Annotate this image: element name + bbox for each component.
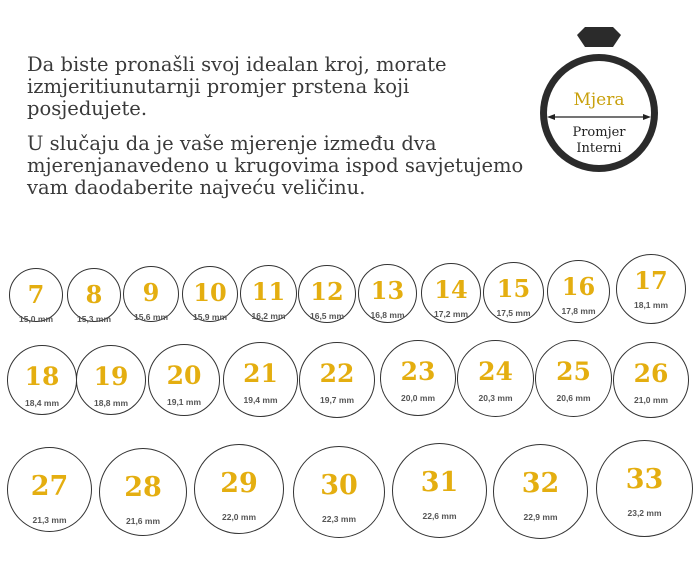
ring-size-number: 8 [85, 280, 103, 309]
ring-diameter-label: 18,1 mm [633, 300, 669, 310]
ring-diameter-label: 18,8 mm [93, 398, 129, 408]
ring-size-30 [293, 446, 385, 538]
ring-size-number: 9 [142, 278, 160, 307]
ring-size-number: 19 [93, 362, 129, 391]
ring-size-number: 14 [434, 275, 468, 304]
intro-paragraph-2: U slučaju da je vaše mjerenje između dva mjerenjanavedeno u krugovima ispod savjetujemo vam daodaberite najveću veličinu. [27, 132, 524, 199]
ring-diameter-label: 21,3 mm [32, 515, 67, 525]
ring-size-number: 22 [319, 359, 355, 388]
diagram-mjera-label: Mjera [573, 90, 625, 110]
ring-diameter-label: 17,2 mm [433, 309, 469, 319]
ring-diagram [533, 25, 665, 175]
ring-size-number: 13 [370, 276, 405, 305]
ring-diameter-label: 20,6 mm [556, 393, 591, 403]
ring-diameter-label: 19,4 mm [243, 395, 278, 405]
ring-size-12 [298, 265, 356, 323]
diagram-promjer-line2: Interni [576, 141, 622, 156]
ring-size-number: 18 [24, 362, 60, 391]
ring-size-number: 29 [220, 468, 258, 499]
ring-size-27 [7, 447, 92, 532]
ring-diameter-label: 16,5 mm [309, 311, 345, 321]
ring-size-25 [535, 340, 612, 417]
ring-size-number: 24 [478, 357, 513, 386]
ring-diameter-label: 16,2 mm [251, 311, 286, 321]
ring-diameter-label: 16,8 mm [370, 310, 405, 320]
ring-size-number: 7 [27, 280, 45, 309]
ring-diameter-label: 18,4 mm [24, 398, 60, 408]
ring-size-21 [223, 342, 298, 417]
ring-size-13 [358, 264, 417, 323]
ring-diameter-label: 17,8 mm [561, 306, 596, 316]
ring-size-26 [613, 342, 689, 418]
ring-diameter-label: 22,0 mm [221, 512, 257, 522]
ring-size-number: 11 [251, 277, 286, 306]
ring-diameter-label: 22,6 mm [422, 511, 457, 521]
ring-size-number: 26 [633, 359, 669, 388]
ring-diameter-label: 15,6 mm [133, 312, 169, 322]
ring-diameter-label: 21,6 mm [125, 516, 161, 526]
ring-size-11 [240, 265, 297, 322]
ring-size-number: 30 [320, 470, 358, 501]
ring-size-number: 33 [625, 464, 664, 495]
ring-size-number: 23 [400, 357, 436, 386]
ring-diameter-label: 15,0 mm [18, 314, 54, 324]
ring-size-24 [457, 340, 534, 417]
ring-size-31 [392, 443, 487, 538]
diagram-promjer-line1: Promjer [572, 125, 626, 140]
ring-diameter-label: 20,0 mm [400, 393, 436, 403]
ring-size-20 [148, 344, 220, 416]
ring-size-28 [99, 448, 187, 536]
ring-size-10 [182, 266, 238, 322]
ring-size-number: 10 [193, 278, 227, 307]
ring-size-number: 17 [634, 266, 668, 295]
ring-size-number: 32 [521, 468, 560, 499]
ring-diameter-label: 21,0 mm [633, 395, 669, 405]
ring-size-16 [547, 260, 610, 323]
intro-paragraph-1: Da biste pronašli svoj idealan kroj, morate izmjeritiunutarnji promjer prstena koji posjedujete. [27, 53, 447, 120]
ring-size-number: 25 [556, 357, 591, 386]
ring-size-33 [596, 440, 693, 537]
ring-size-23 [380, 340, 456, 416]
ring-diameter-label: 19,7 mm [319, 395, 355, 405]
ring-size-22 [299, 342, 375, 418]
ring-size-9 [123, 266, 179, 322]
ring-size-32 [493, 444, 588, 539]
ring-size-7 [9, 268, 63, 322]
ring-size-number: 21 [243, 359, 278, 388]
ring-size-number: 31 [420, 467, 459, 498]
intro-text [27, 54, 527, 199]
ring-diameter-label: 19,1 mm [166, 397, 202, 407]
ring-size-8 [67, 268, 121, 322]
ring-size-19 [76, 345, 146, 415]
ring-size-number: 28 [124, 472, 162, 503]
ring-diameter-label: 15,9 mm [192, 312, 228, 322]
ring-diameter-label: 22,9 mm [523, 512, 558, 522]
ring-size-number: 27 [30, 471, 69, 502]
ring-diameter-label: 15,3 mm [76, 314, 112, 324]
ring-diameter-label: 20,3 mm [478, 393, 513, 403]
ring-size-18 [7, 345, 77, 415]
ring-size-number: 15 [496, 274, 531, 303]
ring-size-29 [194, 444, 284, 534]
ring-size-number: 20 [166, 361, 202, 390]
diagram-promjer-label [533, 125, 665, 157]
ring-diameter-label: 23,2 mm [627, 508, 662, 518]
ring-size-number: 12 [310, 277, 344, 306]
ring-size-15 [483, 262, 544, 323]
ring-diameter-label: 22,3 mm [321, 514, 357, 524]
ring-size-17 [616, 254, 686, 324]
ring-size-14 [421, 263, 481, 323]
ring-diameter-label: 17,5 mm [496, 308, 531, 318]
ring-size-number: 16 [561, 272, 596, 301]
